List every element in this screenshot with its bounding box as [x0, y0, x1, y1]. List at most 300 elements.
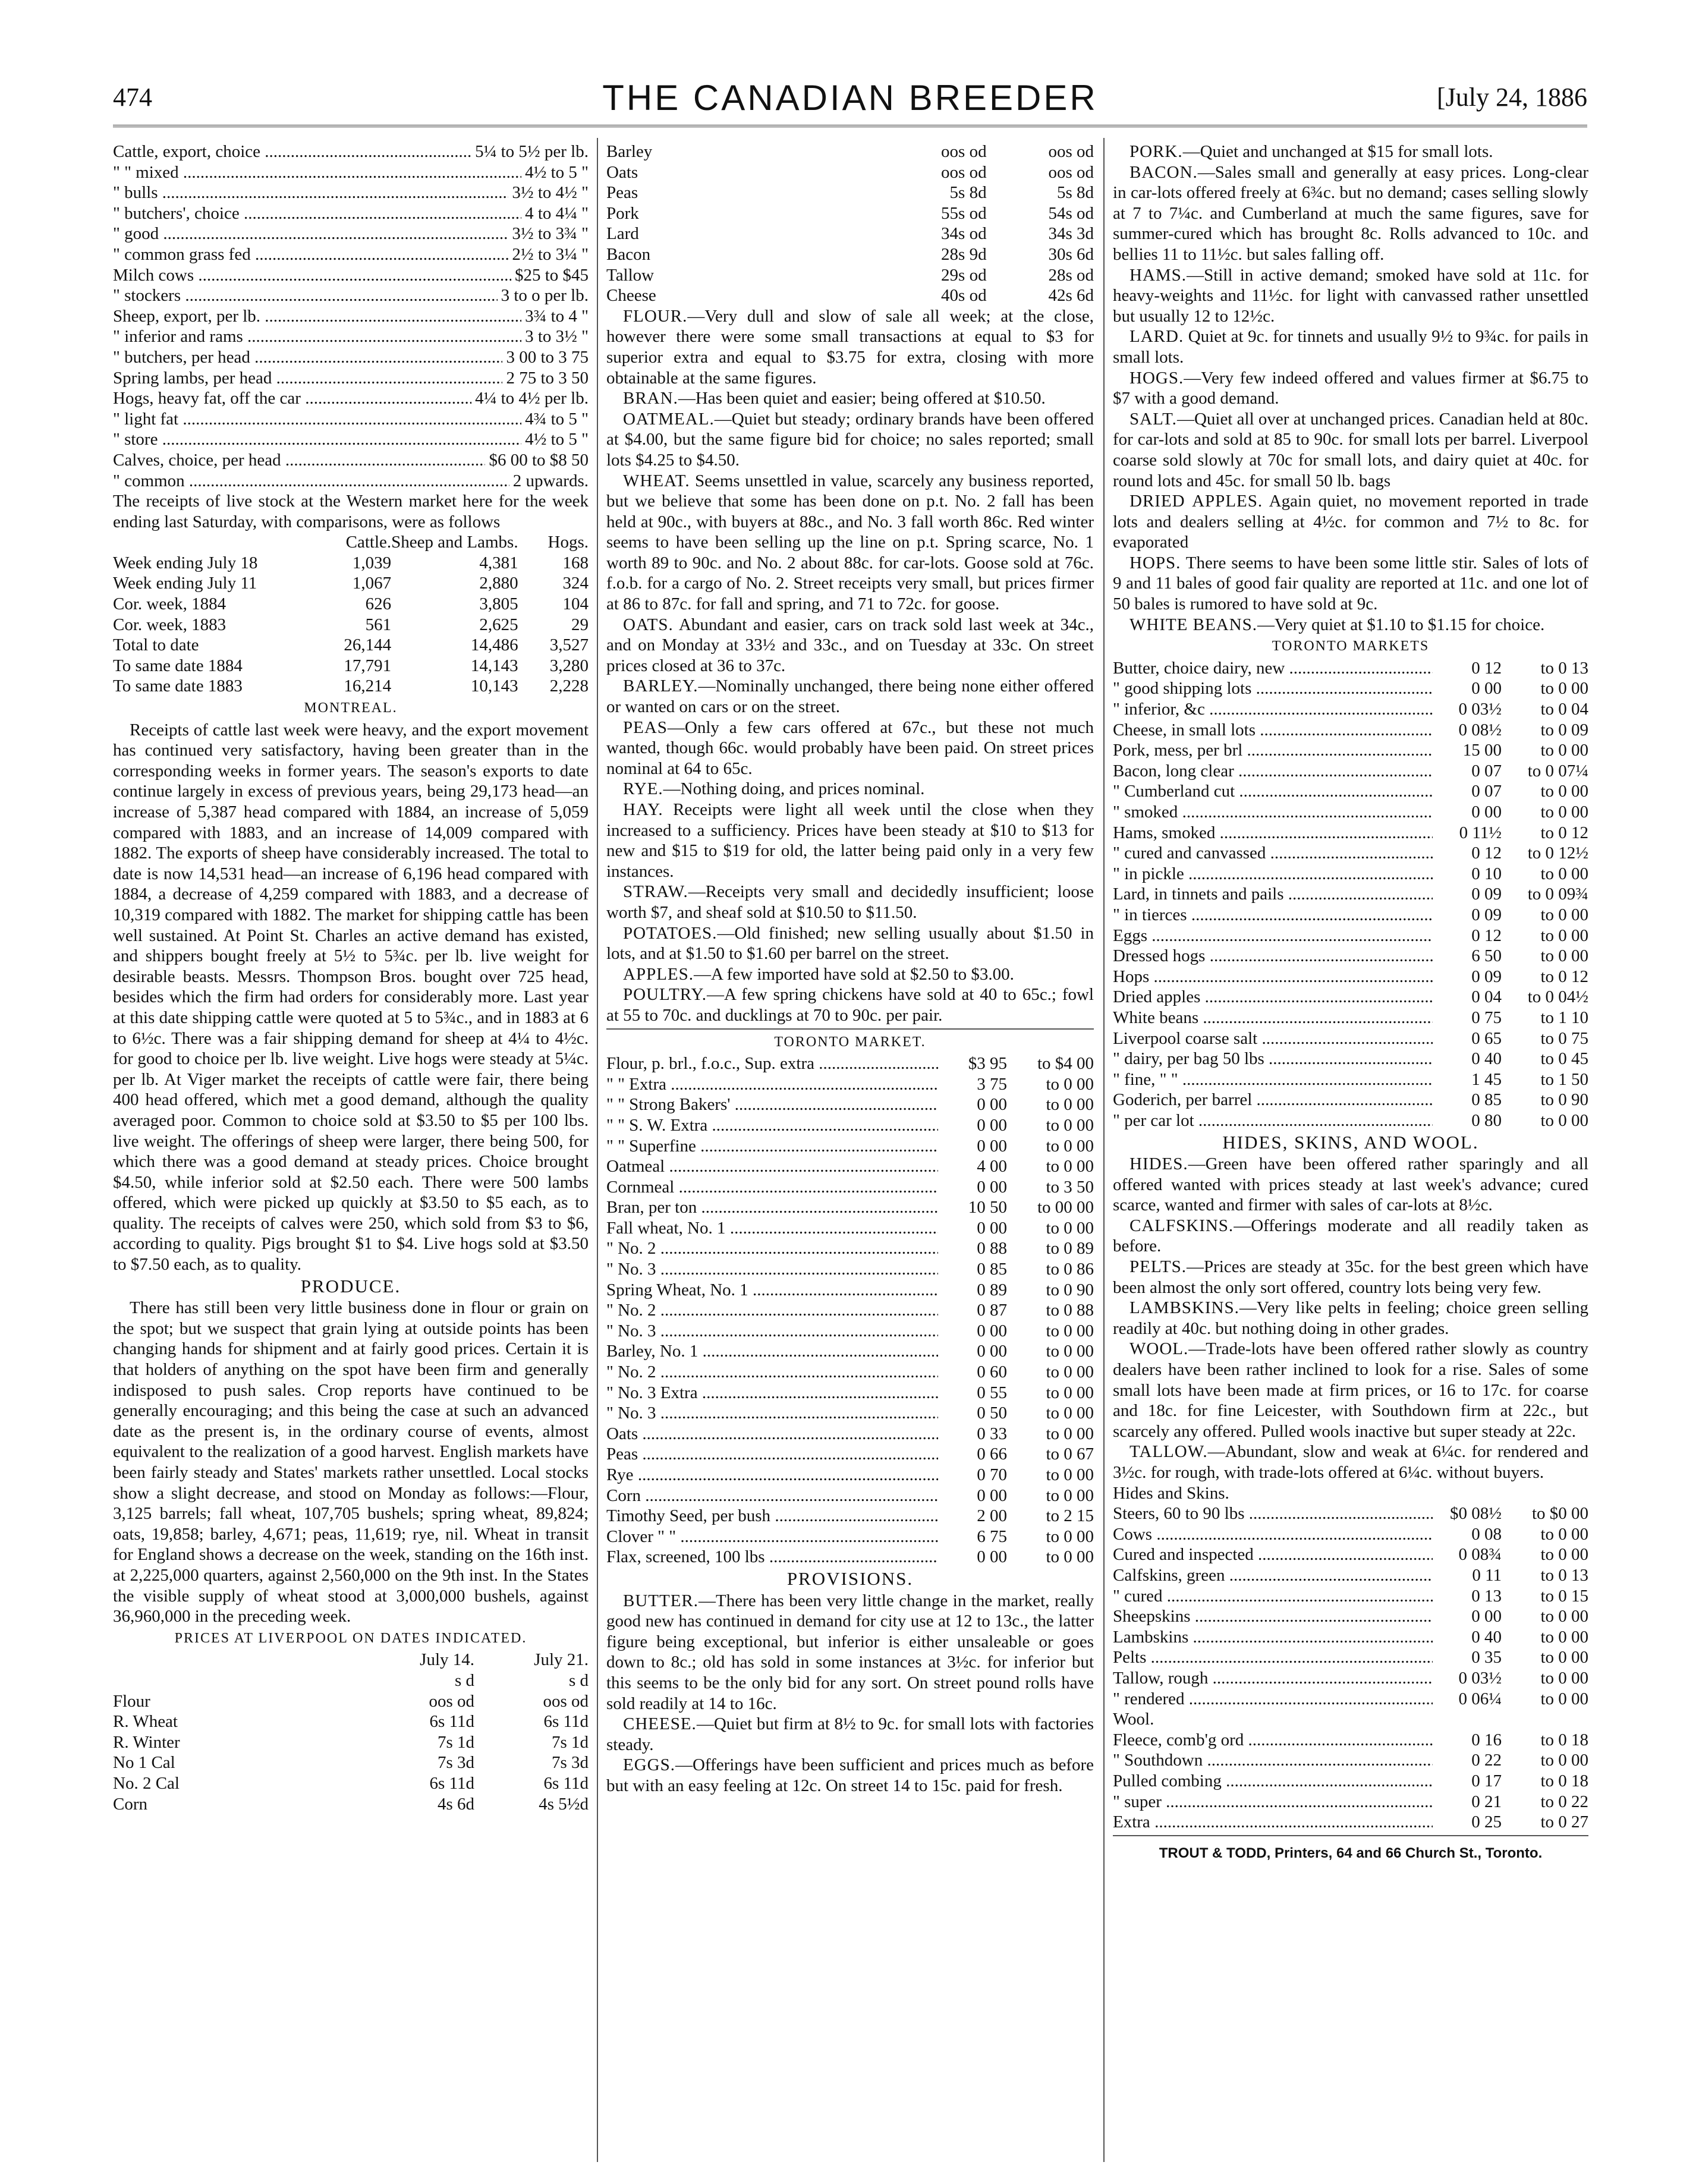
item-label: " " mixed .....: [113, 162, 521, 183]
paragraph-keyword: POTATOES.: [623, 923, 718, 943]
row-value: 6s 11d: [429, 1773, 474, 1793]
price-high: to 2 15: [1046, 1506, 1094, 1526]
price-row: [606, 1218, 1094, 1239]
paragraph-keyword: PORK.: [1129, 142, 1183, 161]
row-value: 7s 1d: [551, 1732, 589, 1752]
price-low: 6 75: [977, 1527, 1007, 1546]
price-high: to 00 00: [1037, 1198, 1094, 1217]
row-label: Pork: [606, 203, 639, 223]
montreal-heading: MONTREAL.: [304, 700, 398, 716]
paragraph-text: —Very few indeed offered and values firmer at $6.75 to $7 with a good demand.: [1113, 368, 1588, 408]
price-row: [606, 1383, 1094, 1403]
item-label: Sheepskins .....: [1113, 1606, 1433, 1627]
price-high: to 0 00: [1046, 1074, 1094, 1094]
price-low: 0 00: [977, 1321, 1007, 1340]
price-high: to 0 00: [1046, 1136, 1094, 1156]
table-row: [113, 615, 589, 635]
price-low: 0 04: [1471, 987, 1502, 1007]
price-high: to 0 00: [1540, 946, 1588, 966]
price-high: to 0 12: [1540, 823, 1588, 842]
paragraph-keyword: OATMEAL.: [623, 409, 715, 429]
price-high: to 0 90: [1540, 1090, 1588, 1110]
produce-heading: PRODUCE.: [300, 1275, 401, 1296]
price-row: [606, 1506, 1094, 1527]
liverpool-prices-table: [113, 1650, 589, 1814]
row-value: 561: [365, 615, 392, 634]
price-row: [1113, 843, 1588, 864]
price-low: 0 16: [1471, 1730, 1502, 1749]
price-high: to 0 90: [1046, 1280, 1094, 1299]
paragraph-keyword: TALLOW.: [1129, 1442, 1208, 1462]
price-row: [1113, 1606, 1588, 1627]
paragraph-text: —Quiet and unchanged at $15 for small lots.: [1182, 142, 1493, 161]
item-price: 3½ to 3¾ ": [512, 224, 589, 244]
row-value: 55s od: [941, 203, 987, 223]
row-value: 34s 3d: [1048, 224, 1094, 244]
price-low: 0 12: [1471, 844, 1502, 863]
price-high: to 0 45: [1540, 1049, 1588, 1069]
price-high: to 0 00: [1046, 1424, 1094, 1443]
item-label: Rye .....: [606, 1465, 938, 1486]
item-label: " No. 2 .....: [606, 1362, 938, 1383]
paragraph-keyword: WHEAT.: [623, 471, 690, 490]
item-price: 3 to o per lb.: [501, 286, 589, 306]
price-high: to 3 50: [1046, 1177, 1094, 1197]
hides-reports: [1113, 1154, 1588, 1483]
price-low: 0 33: [977, 1424, 1007, 1443]
row-label: Barley: [606, 142, 653, 161]
price-row: [606, 1486, 1094, 1506]
row-label: No. 2 Cal: [113, 1773, 180, 1793]
paragraph-keyword: APPLES.: [623, 964, 694, 984]
column-2: [606, 141, 1094, 1796]
price-row: [1113, 1689, 1588, 1710]
paragraph-keyword: BRAN.: [623, 389, 678, 408]
item-price: 3 00 to 3 75: [506, 347, 589, 367]
price-low: 0 00: [977, 1486, 1007, 1505]
price-row: [1113, 926, 1588, 946]
paragraph-text: —Receipts very small and decidedly insufficient; loose worth $7, and sheaf sold at $10.50 to $11.50.: [606, 882, 1094, 922]
item-label: " in tierces .....: [1113, 905, 1433, 926]
item-label: Corn .....: [606, 1486, 938, 1506]
price-high: to 0 00: [1540, 1110, 1588, 1130]
market-paragraph: [1113, 368, 1588, 409]
item-label: " " Superfine .....: [606, 1136, 938, 1157]
item-label: " " Strong Bakers' .....: [606, 1094, 938, 1115]
price-row: [113, 265, 589, 286]
price-row: [606, 1362, 1094, 1383]
price-low: 0 03½: [1458, 1668, 1502, 1688]
price-high: to 0 00: [1540, 1545, 1588, 1565]
price-low: 6 50: [1471, 946, 1502, 966]
price-row: [1113, 1647, 1588, 1668]
paragraph-text: Again quiet, no movement reported in trade lots and dealers selling at 4½c. for common and 7½ to 8c. for evaporated: [1113, 492, 1588, 552]
paragraph-keyword: CHEESE.: [623, 1714, 697, 1734]
row-value: 2,625: [479, 615, 518, 634]
item-label: Lard, in tinnets and pails .....: [1113, 884, 1433, 905]
row-value: 324: [562, 574, 589, 593]
price-high: to 0 00: [1540, 782, 1588, 801]
price-high: to $0 00: [1531, 1504, 1588, 1524]
price-high: to 0 00: [1046, 1383, 1094, 1402]
row-value: 2,228: [549, 676, 589, 696]
row-value: oos od: [1048, 142, 1094, 161]
item-price: 3½ to 4½ ": [512, 183, 589, 203]
price-high: to 0 13: [1540, 658, 1588, 678]
price-low: 0 00: [977, 1177, 1007, 1197]
item-label: " No. 2 .....: [606, 1300, 938, 1321]
market-paragraph: [606, 1755, 1094, 1796]
price-low: 0 08¾: [1458, 1545, 1502, 1565]
price-low: 0 07: [1471, 782, 1502, 801]
paragraph-keyword: HAY.: [623, 800, 663, 819]
row-value: 2,880: [479, 574, 518, 593]
item-label: Steers, 60 to 90 lbs .....: [1113, 1503, 1433, 1524]
paragraph-text: Receipts were light all week until the close when they increased to a sufficiency. Prices have been steady at $10 to $13 for new and $15 to $19 for old, the latter being paid only in a very few instances.: [606, 800, 1094, 881]
column-divider: [1103, 138, 1105, 2162]
item-label: Lambskins .....: [1113, 1627, 1433, 1648]
price-row: [113, 285, 589, 306]
table-row: [113, 1711, 589, 1732]
item-label: Flax, screened, 100 lbs .....: [606, 1547, 938, 1568]
price-high: to 0 00: [1046, 1403, 1094, 1423]
paragraph-text: —Quiet but steady; ordinary brands have been offered at $4.00, but the same figure bid for choice; no sales reported; small lots $4.25 to $4.50.: [606, 409, 1094, 470]
item-label: Sheep, export, per lb. .....: [113, 306, 521, 327]
row-value: 1,067: [352, 574, 392, 593]
price-high: to 0 00: [1046, 1547, 1094, 1567]
price-row: [1113, 1008, 1588, 1028]
row-label: No 1 Cal: [113, 1753, 175, 1773]
price-high: to 0 67: [1046, 1445, 1094, 1464]
row-label: Lard: [606, 224, 639, 244]
price-row: [1113, 1750, 1588, 1771]
price-low: 0 35: [1471, 1648, 1502, 1667]
row-label: Week ending July 18: [113, 553, 258, 572]
price-high: to 0 18: [1540, 1771, 1588, 1790]
price-high: to 0 00: [1540, 1627, 1588, 1647]
page-header: [113, 77, 1587, 119]
row-value: oos od: [941, 162, 987, 182]
price-row: [1113, 1028, 1588, 1049]
price-low: 0 65: [1471, 1028, 1502, 1048]
item-label: " good .....: [113, 224, 508, 244]
price-high: to 0 00: [1540, 741, 1588, 760]
paragraph-keyword: EGGS.: [623, 1755, 675, 1775]
item-price: 3 to 3½ ": [525, 327, 589, 347]
item-price: 4½ to 5 ": [525, 430, 589, 449]
price-low: 0 21: [1471, 1792, 1502, 1811]
price-row: [1113, 720, 1588, 741]
price-row: [1113, 1090, 1588, 1110]
table-row: [606, 265, 1094, 286]
price-high: to 0 00: [1046, 1115, 1094, 1135]
paragraph-text: —Trade-lots have been offered rather slowly as country dealers have been rather inclined to look for a rise. Sales of some small lots have been made at firm prices, or 16 to 17c. for coarse and 18c. for fine Leicester, with Southdown firm at 22c., but scarcely any offered. Pulled wools inactive but super steady at 22c.: [1113, 1339, 1588, 1441]
price-low: 0 06¼: [1458, 1689, 1502, 1708]
price-row: [1113, 987, 1588, 1008]
price-high: to 0 00: [1540, 679, 1588, 698]
wool-subheading: Wool.: [1113, 1710, 1154, 1729]
row-label: R. Wheat: [113, 1712, 178, 1732]
item-label: " per car lot .....: [1113, 1110, 1433, 1131]
price-row: [1113, 781, 1588, 802]
provisions-reports: [606, 1591, 1094, 1796]
item-label: Cheese, in small lots .....: [1113, 720, 1433, 741]
item-label: Dried apples .....: [1113, 987, 1433, 1008]
item-label: Bran, per ton .....: [606, 1197, 938, 1218]
price-row: [1113, 884, 1588, 905]
market-paragraph: [606, 615, 1094, 676]
price-row: [113, 429, 589, 450]
item-label: Liverpool coarse salt .....: [1113, 1028, 1433, 1049]
table-row: [113, 1752, 589, 1773]
price-high: to 0 00: [1046, 1095, 1094, 1115]
row-label: Cor. week, 1883: [113, 615, 226, 634]
item-label: Bacon, long clear .....: [1113, 761, 1433, 782]
paragraph-text: Quiet at 9c. for tinnets and usually 9½ to 9¾c. for pails in small lots.: [1113, 327, 1588, 367]
market-paragraph: [1113, 141, 1588, 162]
item-label: Pulled combing .....: [1113, 1771, 1433, 1792]
item-label: " store .....: [113, 429, 521, 450]
paragraph-text: Seems unsettled in value, scarcely any business reported, but we believe that some has been done on p.t. No. 2 fall has been held at 90c., with buyers at 88c., and No. 3 fall worth 86c. Red winter seems to have been selling up the line on p.t. Spring scarce, No. 1 worth 89 to 90c. and No. 2 about 88c. for car-lots. Goose sold at 76c. f.o.b. for a cargo of No. 2. Street receipts very small, but prices firmer at 86 to 87c. for fall and spring, and 71 to 72c. for goose.: [606, 471, 1094, 614]
receipts-intro: The receipts of live stock at the Western market here for the week ending last Saturday, with comparisons, were as follows: [113, 492, 589, 531]
paragraph-text: —A few imported have sold at $2.50 to $3.00.: [694, 964, 1014, 984]
price-low: $0 08½: [1450, 1504, 1502, 1524]
price-high: to $4 00: [1037, 1054, 1094, 1074]
row-label: Week ending July 11: [113, 574, 257, 593]
market-paragraph: [606, 676, 1094, 717]
row-value: 7s 3d: [551, 1753, 589, 1773]
paragraph-keyword: RYE.: [623, 779, 663, 799]
toronto-markets-list: [1113, 658, 1588, 1131]
paragraph-keyword: STRAW.: [623, 882, 688, 902]
column-header: [113, 1650, 360, 1670]
price-low: 4 00: [977, 1157, 1007, 1176]
item-label: " No. 3 .....: [606, 1321, 938, 1342]
row-value: 34s od: [941, 224, 987, 244]
montreal-report: Receipts of cattle last week were heavy, and the export movement has continued very satisfactory, having been greater than in the corresponding weeks in former years. The season's exports to date continue largely in excess of previous years, being 29,173 head—an increase of 5,387 head compared with 1884, an increase of 5,059 compared with 1883, and an increase of 14,009 compared with 1882. The exports of sheep have considerably increased. The total to date is now 14,531 head—an increase of 6,196 head compared with 1884, a decrease of 4,259 compared with 1883, and a decrease of 10,319 compared with 1882. The market for shipping cattle has been well sustained. At Point St. Charles an active demand has existed, and shippers bought freely at 5½ to 5¾c. per lb. live weight for desirable beasts. Messrs. Thompson Bros. bought over 725 head, besides which the firm had orders for considerably more. Last year at this date shipping cattle were quoted at 5 to 5¾c., and in 1883 at 6 to 6½c. There was a fair shipping demand for sheep at 4¼ to 4½c. for good to choice per lb. live weight. Live hogs were steady at 5¼c. per lb. At Viger market the receipts of cattle were fair, there being 400 head offered, which met a good demand, although the quality averaged poor. Common to choice sold at $3.50 to $5 per 100 lbs. live weight. The offerings of sheep were larger, there being 500, for which there was a good demand at steady prices. Choice brought $4.50, while inferior sold at $2.50 each. There were 500 lambs offered, which were picked up quickly at $3.50 to $5 each, as to quality. The receipts of calves were 250, which sold from $3 to $6, according to quality. Pigs brought $1 to $4. Live hogs sold at $3.50 to $7.50 each, as to quality.: [113, 720, 589, 1274]
item-price: 2 75 to 3 50: [506, 368, 589, 388]
price-row: [606, 1424, 1094, 1445]
row-label: Tallow: [606, 265, 655, 285]
price-low: 0 03½: [1458, 700, 1502, 719]
price-high: to 0 07¼: [1527, 761, 1588, 781]
price-high: to 0 00: [1540, 1607, 1588, 1626]
paragraph-text: —Quiet but firm at 8½ to 9c. for small lots with factories steady.: [606, 1714, 1094, 1754]
price-high: to 0 75: [1540, 1028, 1588, 1048]
row-value: 4,381: [479, 553, 518, 572]
paragraph-text: —Abundant, slow and weak at 6¼c. for rendered and 3½c. for rough, with trade-lots offered at 6¼c. without buyers.: [1113, 1442, 1588, 1482]
row-value: 29s od: [941, 265, 987, 285]
item-label: Hogs, heavy fat, off the car .....: [113, 388, 471, 409]
price-low: 0 00: [977, 1218, 1007, 1238]
price-row: [606, 1300, 1094, 1321]
paragraph-text: Abundant and easier, cars on track sold last week at 34c., and on Monday at 33½ and 33c., and on Tuesday at 33c. On street prices closed at 36 to 37c.: [606, 615, 1094, 675]
paragraph-text: —Nothing doing, and prices nominal.: [663, 779, 925, 799]
price-low: $3 95: [968, 1054, 1007, 1074]
row-value: 28s od: [1048, 265, 1094, 285]
row-label: Bacon: [606, 244, 651, 264]
price-row: [1113, 1565, 1588, 1586]
row-value: 10,143: [470, 676, 518, 696]
table-row: [113, 676, 589, 697]
item-price: $25 to $45: [514, 265, 589, 285]
item-label: " cured and canvassed .....: [1113, 843, 1433, 864]
price-high: to 0 00: [1046, 1218, 1094, 1238]
table-row: [606, 224, 1094, 244]
price-low: 0 00: [1471, 1607, 1502, 1626]
item-label: Spring lambs, per head .....: [113, 368, 502, 389]
row-label: Total to date: [113, 635, 199, 655]
paragraph-text: There seems to have been some little stir. Sales of lots of 9 and 11 bales of good fair quality are reported at 11c. and one lot of 50 bales is rumored to have sold at 9c.: [1113, 553, 1588, 614]
item-label: Timothy Seed, per bush .....: [606, 1506, 938, 1527]
item-label: Extra .....: [1113, 1812, 1433, 1833]
item-label: " super .....: [1113, 1792, 1433, 1812]
item-label: " No. 2 .....: [606, 1238, 938, 1259]
paragraph-text: —There has been very little change in the market, really good new has continued in demand for city use at 12 to 13c., the latter figure being exceptional, but inferior is either unsaleable or goes down to 8c.; old has sold in some instances at 3½c. for inferior but this seems to be the only bid for any sort. On street pound rolls have sold readily at 14 to 16c.: [606, 1591, 1094, 1713]
row-label: Flour: [113, 1691, 150, 1711]
row-value: 4s 6d: [437, 1794, 474, 1814]
divider: [1113, 1835, 1588, 1836]
paragraph-text: —Quiet all over at unchanged prices. Canadian held at 80c. for car-lots and sold at 85 to 90c. for small lots per barrel. Liverpool coarse sold slowly at 70c for small lots, and dairy quiet at 40c. for round lots and 45c. for small 50 lb. bags: [1113, 409, 1588, 490]
price-high: to 0 00: [1540, 1668, 1588, 1688]
row-value: 28s 9d: [941, 244, 987, 264]
item-price: 3¾ to 4 ": [525, 306, 589, 326]
row-label: Peas: [606, 183, 638, 203]
item-label: " No. 3 .....: [606, 1259, 938, 1280]
row-value: 14,143: [470, 656, 518, 675]
price-high: to 0 00: [1046, 1157, 1094, 1176]
price-low: 0 12: [1471, 658, 1502, 678]
price-row: [113, 471, 589, 492]
row-value: oos od: [429, 1691, 474, 1711]
price-row: [113, 141, 589, 162]
paragraph-text: —Sales small and generally at easy prices. Long-clear in car-lots offered freely at 6¾c. but no demand; cases selling slowly at 7 to 7¼c. and Cumberland at much the same figures, save for summer-cured which has brought 8c. Rolls advanced to 10c. and bellies 11 to 11½c. but sales falling off.: [1113, 162, 1588, 264]
price-low: 0 12: [1471, 926, 1502, 945]
price-low: 0 40: [1471, 1049, 1502, 1069]
item-label: Butter, choice dairy, new .....: [1113, 658, 1433, 679]
item-label: " butchers', choice .....: [113, 203, 521, 224]
price-row: [1113, 1586, 1588, 1607]
row-value: 6s 11d: [543, 1712, 589, 1732]
item-price: 2 upwards.: [512, 471, 589, 490]
price-low: 0 00: [977, 1136, 1007, 1156]
item-label: Milch cows .....: [113, 265, 511, 286]
column-1: [113, 141, 589, 1814]
price-row: [1113, 864, 1588, 885]
price-low: 0 70: [977, 1465, 1007, 1484]
provision-reports: [1113, 141, 1588, 635]
price-row: [1113, 1730, 1588, 1751]
market-paragraph: [1113, 1298, 1588, 1339]
price-high: to 0 00: [1046, 1486, 1094, 1505]
price-high: to 0 88: [1046, 1301, 1094, 1320]
row-value: 40s od: [941, 286, 987, 306]
price-row: [113, 224, 589, 244]
item-label: Clover " " .....: [606, 1527, 938, 1547]
table-row: [606, 162, 1094, 183]
row-value: oos od: [543, 1691, 589, 1711]
price-row: [1113, 802, 1588, 823]
table-row: [113, 656, 589, 676]
price-low: 0 40: [1471, 1627, 1502, 1647]
price-row: [606, 1197, 1094, 1218]
item-label: " Southdown .....: [1113, 1750, 1433, 1771]
page-number: 474: [113, 83, 152, 112]
price-row: [606, 1094, 1094, 1115]
paragraph-keyword: LARD.: [1129, 327, 1184, 347]
hides-skins-subheading: Hides and Skins.: [1113, 1483, 1229, 1503]
item-price: 4 to 4¼ ": [525, 203, 589, 223]
paragraph-text: —Has been quiet and easier; being offered at $10.50.: [678, 389, 1046, 408]
price-high: to 0 27: [1540, 1812, 1588, 1832]
paragraph-text: —Offerings have been sufficient and prices much as before but with an easy feeling at 12c. On street 14 to 15c. paid for fresh.: [606, 1755, 1094, 1795]
item-label: " Cumberland cut .....: [1113, 781, 1433, 802]
market-paragraph: [606, 388, 1094, 409]
row-value: 6s 11d: [543, 1773, 589, 1793]
toronto-markets-heading: TORONTO MARKETS: [1272, 638, 1430, 654]
price-row: [1113, 1792, 1588, 1812]
table-row: [113, 573, 589, 594]
price-row: [1113, 1627, 1588, 1648]
price-row: [1113, 1503, 1588, 1524]
price-row: [606, 1321, 1094, 1342]
row-value: 3,805: [479, 594, 518, 614]
column-header: July 21.: [534, 1650, 589, 1670]
price-low: 0 11: [1472, 1565, 1502, 1585]
row-value: 5s 8d: [949, 183, 987, 203]
price-low: 0 09: [1471, 967, 1502, 986]
price-row: [606, 1115, 1094, 1136]
row-value: 16,214: [344, 676, 392, 696]
price-high: to 0 89: [1046, 1239, 1094, 1258]
price-row: [1113, 761, 1588, 782]
price-row: [606, 1527, 1094, 1547]
item-label: " common grass fed .....: [113, 244, 508, 265]
item-label: Cattle, export, choice .....: [113, 141, 471, 162]
receipts-table: [113, 532, 589, 697]
item-label: Fall wheat, No. 1 .....: [606, 1218, 938, 1239]
paragraph-keyword: HOPS.: [1129, 553, 1181, 572]
item-label: Goderich, per barrel .....: [1113, 1090, 1433, 1110]
price-row: [113, 244, 589, 265]
market-paragraph: [606, 923, 1094, 964]
price-low: 0 75: [1471, 1008, 1502, 1027]
paragraph-keyword: POULTRY.: [623, 985, 707, 1005]
price-low: 0 80: [1471, 1110, 1502, 1130]
price-high: to 0 00: [1046, 1342, 1094, 1361]
item-price: 4½ to 5 ": [525, 162, 589, 182]
price-high: to 0 00: [1540, 803, 1588, 822]
item-label: Calfskins, green .....: [1113, 1565, 1433, 1586]
item-label: " bulls .....: [113, 182, 508, 203]
price-low: 10 50: [968, 1198, 1007, 1217]
row-value: 7s 3d: [437, 1753, 474, 1773]
issue-date: [July 24, 1886: [1437, 83, 1587, 112]
price-row: [606, 1177, 1094, 1198]
row-value: 4s 5½d: [539, 1794, 589, 1814]
price-high: to 0 12: [1540, 967, 1588, 986]
column-header: [113, 532, 320, 553]
paragraph-text: —Very like pelts in feeling; choice green selling readily at 40c. but nothing doing in other grades.: [1113, 1298, 1588, 1338]
paragraph-text: —Very dull and slow of sale all week; at the close, however there were some small transactions at equal to $3 for superior extra and equal to $3.75 for extra, closing with more obtainable at the same figures.: [606, 306, 1094, 388]
column-header: s d: [454, 1670, 474, 1690]
row-value: 3,527: [549, 635, 589, 655]
toronto-market-heading: TORONTO MARKET.: [774, 1034, 926, 1050]
price-low: 0 00: [977, 1547, 1007, 1567]
price-row: [113, 409, 589, 430]
price-low: 0 17: [1471, 1771, 1502, 1790]
market-paragraph: [1113, 553, 1588, 615]
